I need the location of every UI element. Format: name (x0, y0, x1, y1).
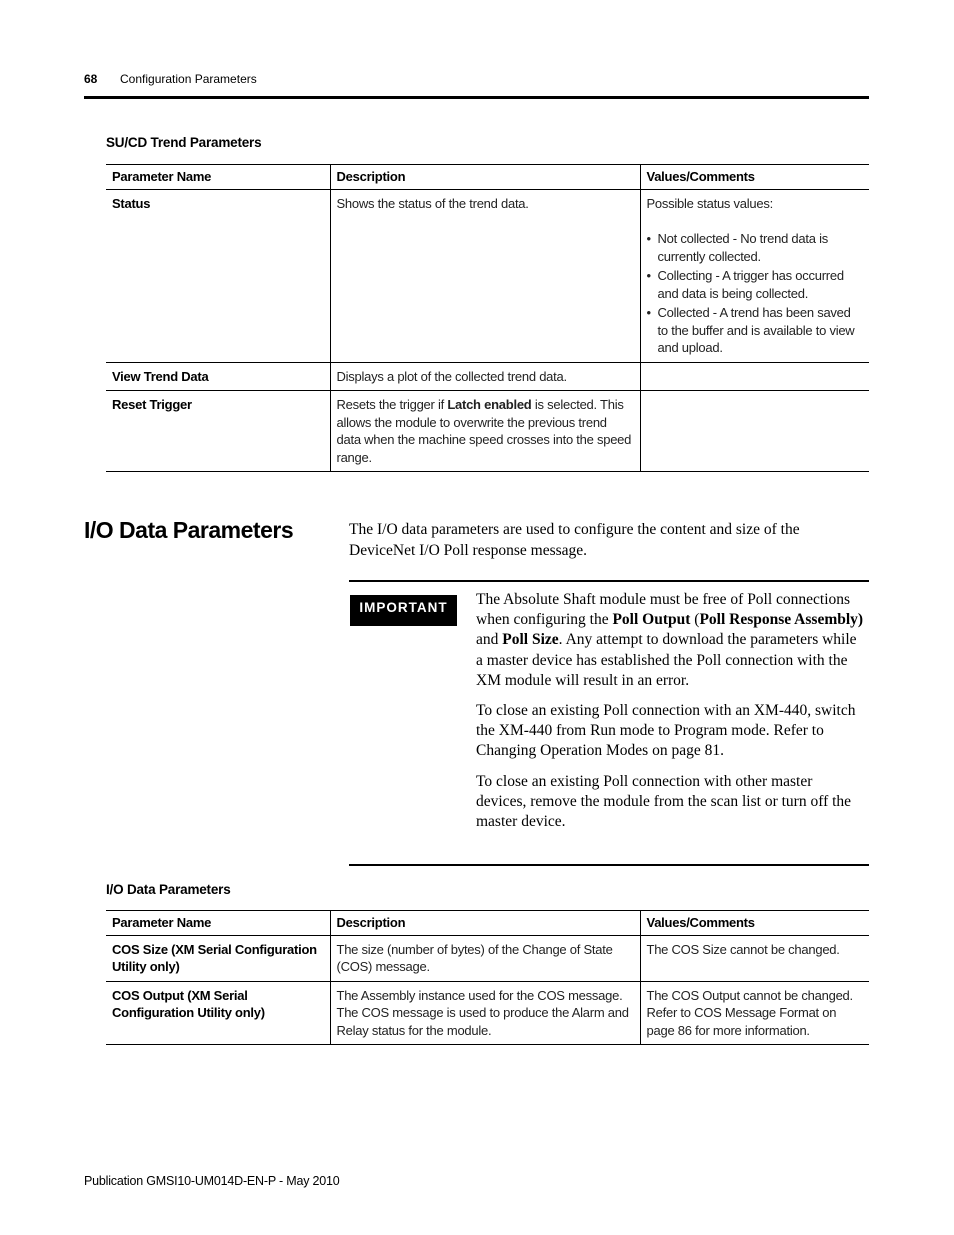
parameter-values (640, 189, 869, 362)
parameter-values: The COS Size cannot be changed. (640, 935, 869, 981)
parameter-name: Reset Trigger (106, 391, 330, 472)
table-row (106, 981, 869, 1045)
important-top-rule (349, 580, 869, 582)
important-text (476, 590, 864, 842)
trend-table-caption: SU/CD Trend Parameters (106, 135, 262, 150)
parameter-description (330, 391, 640, 472)
important-emphasis: Poll Response Assembly) (699, 611, 864, 629)
column-header: Values/Comments (640, 165, 869, 190)
column-header: Parameter Name (106, 165, 330, 190)
description-text: is selected. This allows the module to overwrite the previous trend data when the machine speed crosses into the speed range. (336, 397, 632, 465)
section-title: I/O Data Parameters (84, 517, 294, 543)
io-parameters-table (106, 910, 869, 1045)
column-header: Description (330, 165, 640, 190)
important-paragraph: To close an existing Poll connection with an XM-440, switch the XM-440 from Run mode to Program mode. Refer to Changing Operation Modes on page 81. (476, 702, 856, 760)
status-values-list (647, 230, 864, 357)
trend-parameters-table (106, 164, 869, 472)
important-text-run: . Any attempt to download the parameters while a master device has established the Poll connection with the XM module will result in an error. (476, 631, 857, 689)
table-row (106, 935, 869, 981)
header-rule (84, 96, 869, 99)
description-emphasis: Latch enabled (447, 397, 532, 412)
table-header-row (106, 165, 869, 190)
important-text-run: ( (690, 611, 700, 629)
important-emphasis: Poll Size (502, 631, 559, 649)
parameter-values (640, 391, 869, 472)
running-header (84, 72, 257, 86)
parameter-name: View Trend Data (106, 362, 330, 391)
parameter-values: The COS Output cannot be changed. Refer to COS Message Format on page 86 for more information. (640, 981, 869, 1045)
parameter-name: COS Size (XM Serial Configuration Utility only) (106, 935, 330, 981)
table-header-row (106, 911, 869, 936)
parameter-description: The Assembly instance used for the COS message. The COS message is used to produce the Alarm and Relay status for the module. (330, 981, 640, 1045)
table-row (106, 391, 869, 472)
list-item: • Not collected - No trend data is currently collected. (647, 230, 864, 265)
parameter-name: Status (106, 189, 330, 362)
running-header-section: Configuration Parameters (120, 72, 257, 86)
important-badge: IMPORTANT (350, 595, 457, 626)
list-item: • Collected - A trend has been saved to the buffer and is available to view and upload. (647, 304, 864, 357)
description-text: Resets the trigger if (336, 397, 448, 412)
important-text-run: The Absolute Shaft module must be free of Poll connections when configuring the (476, 591, 851, 629)
important-emphasis: Poll Output (612, 611, 691, 629)
column-header: Values/Comments (640, 911, 869, 936)
page-number: 68 (84, 72, 98, 86)
important-text-run: and (476, 631, 503, 649)
column-header: Parameter Name (106, 911, 330, 936)
column-header: Description (330, 911, 640, 936)
important-paragraph: To close an existing Poll connection with other master devices, remove the module from the scan list or turn off the master device. (476, 772, 852, 831)
parameter-values (640, 362, 869, 391)
io-table-caption: I/O Data Parameters (106, 882, 231, 897)
values-intro: Possible status values: (646, 195, 773, 211)
table-row (106, 189, 869, 362)
important-bottom-rule (349, 864, 869, 866)
section-intro: The I/O data parameters are used to configure the content and size of the DeviceNet I/O Poll response message. (349, 521, 800, 559)
list-item: • Collecting - A trigger has occurred and data is being collected. (647, 267, 864, 302)
publication-footer: Publication GMSI10-UM014D-EN-P - May 2010 (84, 1174, 340, 1188)
parameter-name: COS Output (XM Serial Configuration Utility only) (106, 981, 330, 1045)
parameter-description: Shows the status of the trend data. (330, 189, 640, 362)
parameter-description: Displays a plot of the collected trend data. (330, 362, 640, 391)
important-paragraph (476, 590, 864, 691)
table-row (106, 362, 869, 391)
parameter-description: The size (number of bytes) of the Change of State (COS) message. (330, 935, 640, 981)
